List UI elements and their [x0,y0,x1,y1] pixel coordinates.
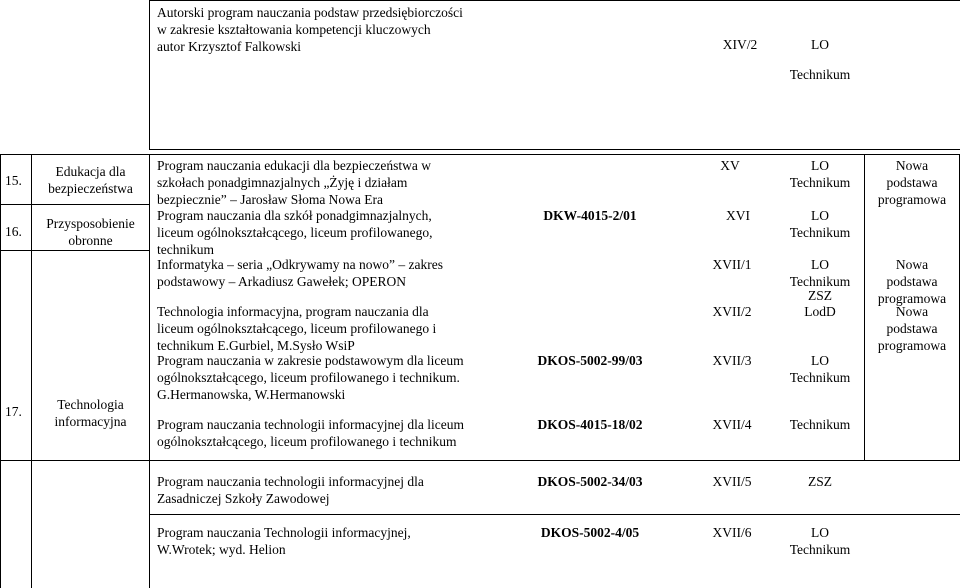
program-text: Program nauczania dla szkół ponadgimnazjalnych, [157,208,432,223]
program-text: Informatyka – seria „Odkrywamy na nowo” – zakres [157,257,444,272]
header-class: XIV/2 [722,37,758,52]
school-type: Technikum [789,225,851,240]
program-text: liceum ogólnokształcącego, liceum profilowanego i [157,321,437,336]
row-number: 16. [5,224,22,239]
subject: Przysposobienie [46,216,135,231]
approval-code: DKOS-4015-18/02 [537,417,643,432]
subject: obronne [68,233,113,248]
program-text: technikum [157,242,214,257]
program-text: Program nauczania edukacji dla bezpieczeństwa w [157,158,431,173]
header-title-line: autor Krzysztof Falkowski [157,39,301,54]
header-school-tech: Technikum [789,67,851,82]
row-number: 17. [5,404,22,419]
subject: bezpieczeństwa [48,181,133,196]
approval-code: DKOS-5002-4/05 [540,525,640,540]
school-type: LO [811,353,829,368]
program-text: W.Wrotek; wyd. Helion [157,542,286,557]
school-type: ZSZ [807,288,832,303]
subject: Edukacja dla [55,164,126,179]
subject: informacyjna [54,414,127,429]
program-number: XV [720,158,740,173]
program-text: podstawowy – Arkadiusz Gawełek; OPERON [157,274,406,289]
row-number: 15. [5,173,22,188]
school-type: Technikum [789,274,851,289]
school-type: Technikum [789,370,851,385]
school-type: Technikum [789,175,851,190]
approval-code: DKOS-5002-99/03 [537,353,643,368]
school-type: ZSZ [807,474,832,489]
program-text: Zasadniczej Szkoły Zawodowej [157,491,330,506]
school-type: LO [811,208,829,223]
school-type: LodD [804,304,836,319]
core-curriculum-note: podstawa [886,321,938,336]
header-title-line: Autorski program nauczania podstaw przedsiębiorczości [157,5,463,20]
program-text: Technologia informacyjna, program nauczania dla [157,304,429,319]
program-number: XVII/4 [712,417,752,432]
approval-code: DKOS-5002-34/03 [537,474,643,489]
program-text: ogólnokształcącego, liceum profilowanego i technikum [157,434,457,449]
program-number: XVII/5 [712,474,752,489]
program-number: XVII/6 [712,525,752,540]
core-curriculum-note: podstawa [886,175,938,190]
core-curriculum-note: Nowa [895,158,929,173]
core-curriculum-note: programowa [877,338,947,353]
core-curriculum-note: programowa [877,291,947,306]
program-text: liceum ogólnokształcącego, liceum profilowanego, [157,225,433,240]
program-text: Program nauczania technologii informacyjnej dla liceum [157,417,465,432]
core-curriculum-note: programowa [877,192,947,207]
school-type: LO [811,158,829,173]
approval-code: DKW-4015-2/01 [543,208,637,223]
school-type: Technikum [789,542,851,557]
program-text: technikum E.Gurbiel, M.Sysło WsiP [157,338,355,353]
program-number: XVI [726,208,750,223]
program-text: Program nauczania technologii informacyjnej dla [157,474,424,489]
core-curriculum-note: Nowa [895,257,929,272]
program-number: XVII/1 [712,257,752,272]
school-type: LO [811,525,829,540]
program-number: XVII/2 [712,304,752,319]
school-type: Technikum [789,417,851,432]
core-curriculum-note: podstawa [886,274,938,289]
program-text: ogólnokształcącego, liceum profilowanego i technikum. [157,370,460,385]
core-curriculum-note: Nowa [895,304,929,319]
header-school-lo: LO [811,37,829,52]
program-text: G.Hermanowska, W.Hermanowski [157,387,346,402]
subject: Technologia [57,397,124,412]
program-text: Program nauczania w zakresie podstawowym dla liceum [157,353,464,368]
school-type: LO [811,257,829,272]
program-text: bezpiecznie” – Jarosław Słoma Nowa Era [157,192,384,207]
program-text: szkołach ponadgimnazjalnych „Żyję i działam [157,175,408,190]
header-title-line: w zakresie kształtowania kompetencji kluczowych [157,22,431,37]
program-text: Program nauczania Technologii informacyjnej, [157,525,411,540]
program-number: XVII/3 [712,353,752,368]
